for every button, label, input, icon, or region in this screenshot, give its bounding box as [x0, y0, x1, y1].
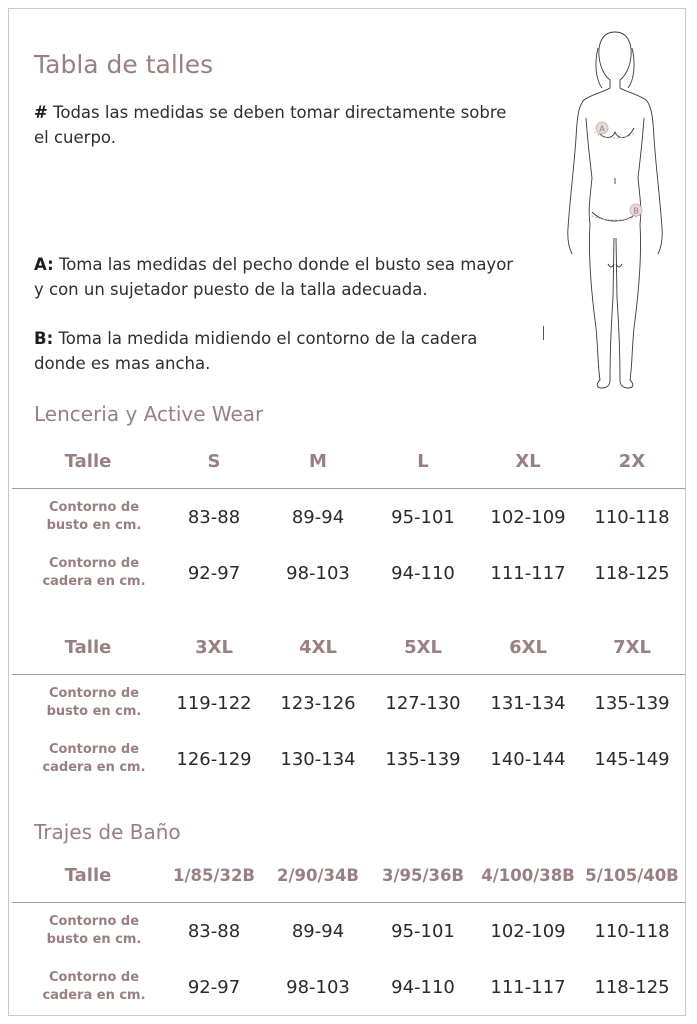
table-cell: 135-139	[594, 692, 670, 714]
figure-label-b: B	[633, 206, 639, 216]
page-title: Tabla de talles	[34, 50, 214, 79]
row-label-busto: Contorno de busto en cm.	[46, 686, 142, 719]
note-b-key: B:	[34, 329, 54, 348]
row-label-cadera: Contorno de cadera en cm.	[42, 556, 146, 589]
table-divider	[12, 674, 685, 675]
table-row-busto	[0, 497, 697, 537]
table-cell: 145-149	[594, 748, 670, 770]
table-cell: 119-122	[176, 692, 252, 714]
table-cell: 89-94	[291, 506, 345, 528]
table-cell: 130-134	[280, 748, 356, 770]
row-label-cadera: Contorno de cadera en cm.	[42, 970, 146, 1003]
table-cell: 83-88	[187, 920, 241, 942]
table-cell: 95-101	[391, 506, 455, 528]
body-figure-illustration	[556, 28, 674, 396]
note-a	[34, 252, 514, 302]
table-divider	[12, 902, 685, 903]
size-header: 6XL	[509, 636, 547, 658]
table-cell: 98-103	[286, 562, 350, 584]
text-caret	[543, 326, 544, 340]
table-row-busto	[0, 911, 697, 951]
row-label-busto: Contorno de busto en cm.	[46, 500, 142, 533]
table-cell: 83-88	[187, 506, 241, 528]
table-row-cadera	[0, 739, 697, 779]
section-trajes: Trajes de Baño	[34, 820, 181, 844]
size-header: 5/105/40B	[585, 865, 679, 885]
size-header: 1/85/32B	[172, 865, 256, 885]
intro-text	[34, 100, 514, 150]
table-cell: 111-117	[490, 562, 566, 584]
note-b	[34, 326, 514, 376]
size-header: S	[207, 450, 221, 472]
table-cell: 131-134	[490, 692, 566, 714]
figure-label-a: A	[599, 124, 605, 134]
table-header-row	[0, 627, 697, 667]
talle-label: Talle	[64, 864, 112, 886]
size-header: 3XL	[195, 636, 233, 658]
size-header: 4XL	[299, 636, 337, 658]
table-cell: 110-118	[594, 920, 670, 942]
size-header: 2X	[618, 450, 646, 472]
table-cell: 89-94	[291, 920, 345, 942]
table-cell: 94-110	[391, 562, 455, 584]
table-cell: 140-144	[490, 748, 566, 770]
intro-body: Todas las medidas se deben tomar directamente sobre el cuerpo.	[34, 103, 507, 147]
table-row-cadera	[0, 967, 697, 1007]
size-header: XL	[515, 450, 541, 472]
size-header: 4/100/38B	[481, 865, 575, 885]
table-cell: 92-97	[187, 976, 241, 998]
table-cell: 118-125	[594, 976, 670, 998]
size-header: L	[417, 450, 429, 472]
table-cell: 118-125	[594, 562, 670, 584]
talle-label: Talle	[64, 636, 112, 658]
table-cell: 94-110	[391, 976, 455, 998]
size-header: 3/95/36B	[381, 865, 465, 885]
size-header: 5XL	[404, 636, 442, 658]
table-cell: 92-97	[187, 562, 241, 584]
intro-marker: #	[34, 103, 48, 122]
table-cell: 95-101	[391, 920, 455, 942]
table-cell: 102-109	[490, 506, 566, 528]
table-header-row	[0, 441, 697, 481]
size-header: 7XL	[613, 636, 651, 658]
table-cell: 111-117	[490, 976, 566, 998]
table-cell: 102-109	[490, 920, 566, 942]
section-lenceria: Lenceria y Active Wear	[34, 402, 264, 426]
talle-label: Talle	[64, 450, 112, 472]
row-label-cadera: Contorno de cadera en cm.	[42, 742, 146, 775]
table-row-cadera	[0, 553, 697, 593]
note-b-text: Toma la medida midiendo el contorno de la cadera donde es mas ancha.	[34, 329, 478, 373]
row-label-busto: Contorno de busto en cm.	[46, 914, 142, 947]
note-a-key: A:	[34, 255, 54, 274]
note-a-text: Toma las medidas del pecho donde el busto sea mayor y con un sujetador puesto de la talla adecuada.	[34, 255, 514, 299]
table-cell: 123-126	[280, 692, 356, 714]
size-header: M	[309, 450, 327, 472]
table-cell: 127-130	[385, 692, 461, 714]
size-header: 2/90/34B	[276, 865, 360, 885]
table-cell: 98-103	[286, 976, 350, 998]
table-cell: 135-139	[385, 748, 461, 770]
table-cell: 110-118	[594, 506, 670, 528]
table-cell: 126-129	[176, 748, 252, 770]
table-divider	[12, 488, 685, 489]
table-header-row	[0, 855, 697, 895]
table-row-busto	[0, 683, 697, 723]
